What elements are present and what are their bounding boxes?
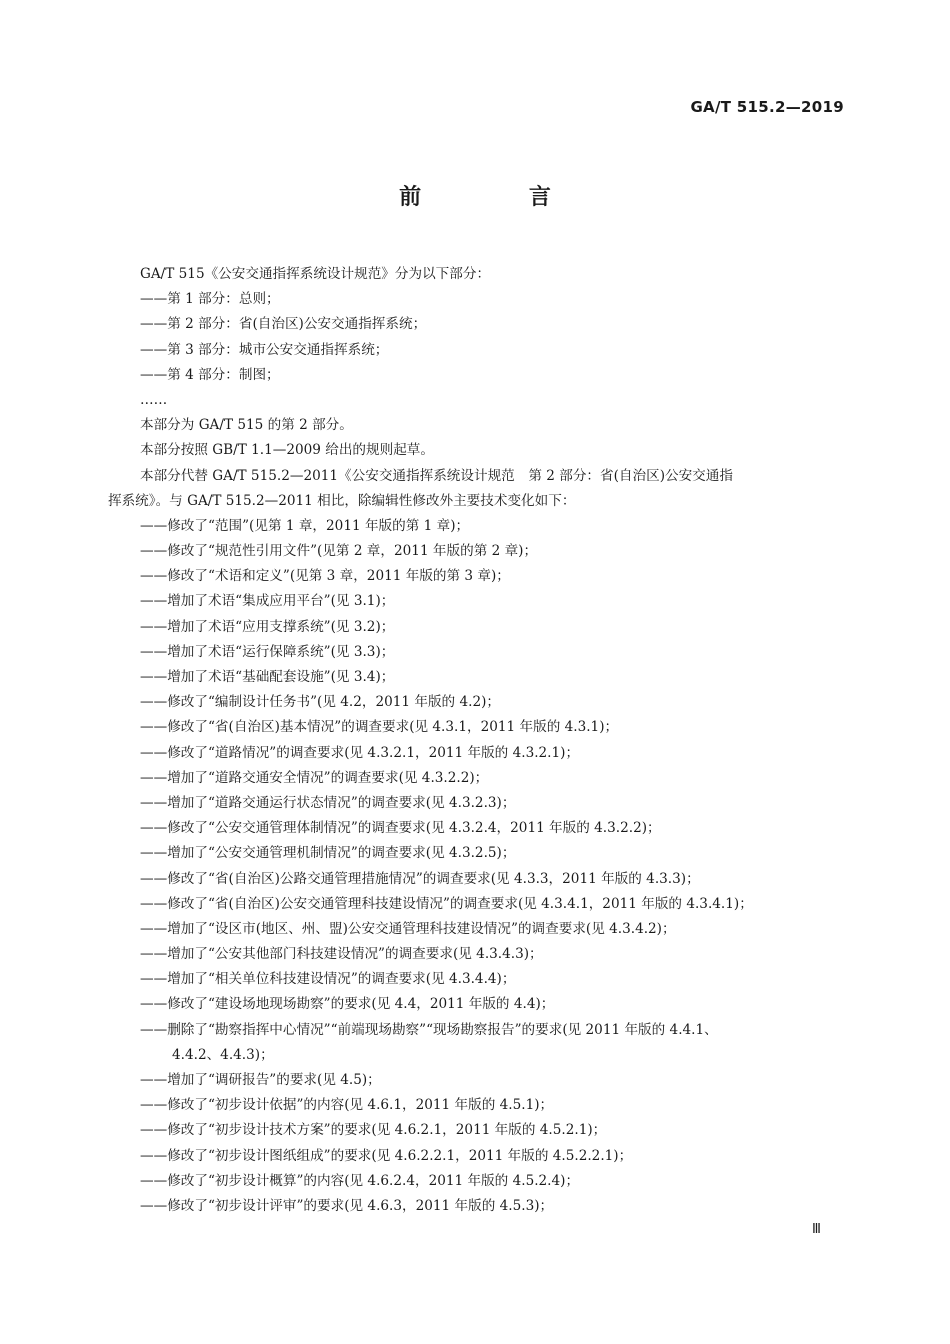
list-item: ——修改了“术语和定义”(见第 3 章，2011 年版的第 3 章)； — [140, 568, 510, 585]
list-item: ——修改了“初步设计依据”的内容(见 4.6.1，2011 年版的 4.5.1)； — [140, 1097, 554, 1114]
list-item: ——增加了“设区市(地区、州、盟)公安交通管理科技建设情况”的调查要求(见 4.3.4.2)； — [140, 920, 676, 937]
list-item: ——修改了“省(自治区)公安交通管理科技建设情况”的调查要求(见 4.3.4.1，2011 年版的 4.3.4.1)； — [140, 895, 753, 912]
page-number: Ⅲ — [812, 1222, 821, 1237]
list-item: ——增加了“相关单位科技建设情况”的调查要求(见 4.3.4.4)； — [140, 971, 516, 988]
list-item: ——增加了“公安交通管理机制情况”的调查要求(见 4.3.2.5)； — [140, 845, 516, 862]
list-item: ——第 2 部分：省(自治区)公安交通指挥系统； — [140, 316, 427, 333]
paragraph-line: 本部分代替 GA/T 515.2—2011《公安交通指挥系统设计规范 第 2 部分：省(自治区)公安交通指 — [140, 467, 733, 484]
page-title: 前 言 — [399, 185, 601, 210]
list-item: ——增加了术语“集成应用平台”(见 3.1)； — [140, 593, 395, 610]
list-item: ——删除了“勘察指挥中心情况”“前端现场勘察”“现场勘察报告”的要求(见 2011 年版的 4.4.1、 — [140, 1021, 718, 1038]
list-item: ——修改了“省(自治区)公路交通管理措施情况”的调查要求(见 4.3.3，2011 年版的 4.3.3)； — [140, 870, 700, 887]
paragraph-line: 挥系统》。与 GA/T 515.2—2011 相比，除编辑性修改外主要技术变化如下： — [108, 492, 576, 509]
list-item: ——第 4 部分：制图； — [140, 366, 280, 383]
list-item: ——第 1 部分：总则； — [140, 291, 280, 308]
paragraph-line: GA/T 515《公安交通指挥系统设计规范》分为以下部分： — [140, 266, 491, 282]
list-item: ——增加了“道路交通运行状态情况”的调查要求(见 4.3.2.3)； — [140, 794, 516, 811]
paragraph-line: 本部分为 GA/T 515 的第 2 部分。 — [140, 417, 353, 434]
list-item: ——修改了“初步设计评审”的要求(见 4.6.3，2011 年版的 4.5.3)； — [140, 1197, 554, 1214]
paragraph-line: 本部分按照 GB/T 1.1—2009 给出的规则起草。 — [140, 442, 434, 459]
list-item: ——修改了“编制设计任务书”(见 4.2，2011 年版的 4.2)； — [140, 694, 500, 711]
list-item: ——第 3 部分：城市公安交通指挥系统； — [140, 341, 389, 358]
list-item: ——修改了“建设场地现场勘察”的要求(见 4.4，2011 年版的 4.4)； — [140, 996, 555, 1013]
list-item: ——增加了“调研报告”的要求(见 4.5)； — [140, 1072, 381, 1088]
list-item: ——修改了“范围”(见第 1 章，2011 年版的第 1 章)； — [140, 517, 470, 534]
list-item: ——增加了“公安其他部门科技建设情况”的调查要求(见 4.3.4.3)； — [140, 946, 543, 963]
list-item: ——增加了术语“运行保障系统”(见 3.3)； — [140, 643, 395, 660]
foreword-body — [108, 262, 848, 1219]
list-item: ——修改了“初步设计概算”的内容(见 4.6.2.4，2011 年版的 4.5.2.4)； — [140, 1172, 580, 1189]
list-item: ——修改了“初步设计技术方案”的要求(见 4.6.2.1，2011 年版的 4.5.2.1)； — [140, 1122, 607, 1139]
list-item: ——修改了“道路情况”的调查要求(见 4.3.2.1，2011 年版的 4.3.2.1)； — [140, 744, 580, 761]
list-item: ——增加了术语“应用支撑系统”(见 3.2)； — [140, 618, 395, 635]
list-item: ——增加了“道路交通安全情况”的调查要求(见 4.3.2.2)； — [140, 769, 489, 786]
list-item: 4.4.2、4.4.3)； — [172, 1046, 274, 1063]
document-code: GA/T 515.2—2019 — [690, 98, 844, 116]
list-item: …… — [140, 391, 168, 408]
list-item: ——修改了“省(自治区)基本情况”的调查要求(见 4.3.1，2011 年版的 4.3.1)； — [140, 719, 619, 736]
list-item: ——增加了术语“基础配套设施”(见 3.4)； — [140, 669, 395, 685]
list-item: ——修改了“初步设计图纸组成”的要求(见 4.6.2.2.1，2011 年版的 4.5.2.2.1)； — [140, 1147, 633, 1164]
list-item: ——修改了“公安交通管理体制情况”的调查要求(见 4.3.2.4，2011 年版的 4.3.2.2)； — [140, 820, 661, 837]
list-item: ——修改了“规范性引用文件”(见第 2 章，2011 年版的第 2 章)； — [140, 543, 538, 560]
